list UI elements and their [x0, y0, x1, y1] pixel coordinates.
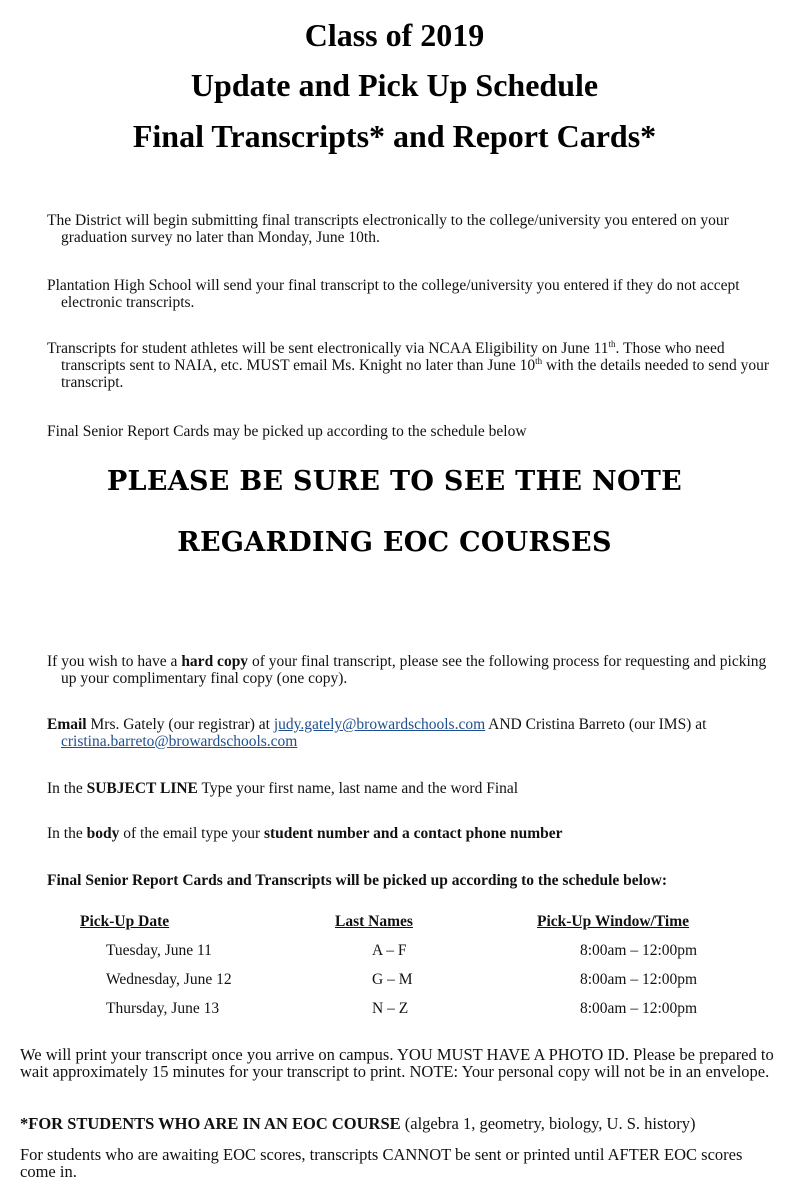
eoc-rest: (algebra 1, geometry, biology, U. S. history) [400, 1114, 696, 1133]
title-update-schedule: Update and Pick Up Schedule [190, 67, 599, 103]
row-2-time: 8:00am – 12:00pm [580, 971, 698, 988]
title-final-transcripts: Final Transcripts* and Report Cards* [132, 118, 657, 154]
body-text-a: In the [47, 825, 87, 842]
subject-text-b: Type your first name, last name and the word Final [197, 780, 519, 797]
email-text-a: Mrs. Gately (our registrar) at [86, 716, 274, 733]
paragraph-district-submission: The District will begin submitting final transcripts electronically to the college/university you entered on your graduation survey no later than Monday, June 10th. [47, 212, 729, 246]
schedule-heading: Final Senior Report Cards and Transcripts will be picked up according to the schedule below: [47, 872, 668, 889]
hardcopy-text-a: If you wish to have a [47, 653, 182, 670]
athletes-text-a: Transcripts for student athletes will be sent electronically via NCAA Eligibility on June 11 [47, 340, 609, 357]
title-class-of-2019: Class of 2019 [304, 17, 485, 53]
body-bold-1: body [86, 825, 120, 842]
paragraph-plantation-send: Plantation High School will send your final transcript to the college/university you entered if they do not accept electronic transcripts. [47, 277, 740, 311]
paragraph-student-athletes [47, 340, 781, 391]
paragraph-eoc-course [20, 1115, 775, 1132]
link-judy-gately-email[interactable]: judy.gately@browardschools.com [273, 716, 486, 733]
hardcopy-text-b: of your final transcript, please see the following process for requesting and picking up your complimentary final copy (one copy). [61, 653, 767, 687]
warning-line-1: PLEASE BE SURE TO SEE THE NOTE [106, 466, 683, 497]
athletes-sup-2: th [535, 355, 543, 366]
subject-bold: SUBJECT LINE [86, 780, 198, 797]
row-1-names: A – F [372, 942, 407, 959]
paragraph-report-cards: Final Senior Report Cards may be picked up according to the schedule below [47, 423, 527, 440]
eoc-bold: *FOR STUDENTS WHO ARE IN AN EOC COURSE [20, 1114, 401, 1133]
warning-line-2: REGARDING EOC COURSES [177, 527, 612, 558]
hardcopy-bold: hard copy [181, 653, 249, 670]
row-2-date: Wednesday, June 12 [106, 971, 232, 988]
row-3-names: N – Z [372, 1000, 409, 1017]
body-bold-2: student number and a contact phone number [263, 825, 563, 842]
column-last-names: Last Names [335, 913, 413, 930]
column-pickup-date: Pick-Up Date [80, 913, 170, 930]
link-cristina-barreto-email[interactable]: cristina.barreto@browardschools.com [61, 733, 298, 750]
row-2-names: G – M [372, 971, 413, 988]
athletes-text-c: with the details needed to send your transcript. [61, 357, 769, 391]
row-1-time: 8:00am – 12:00pm [580, 942, 698, 959]
paragraph-eoc-scores: For students who are awaiting EOC scores, transcripts CANNOT be sent or printed until AFTER EOC scores come in. [20, 1145, 743, 1181]
row-1-date: Tuesday, June 11 [106, 942, 212, 959]
paragraph-email-instructions [47, 716, 781, 750]
paragraph-subject-line [47, 780, 767, 797]
subject-text-a: In the [47, 780, 87, 797]
row-3-time: 8:00am – 12:00pm [580, 1000, 698, 1017]
email-text-b: AND Cristina Barreto (our IMS) at [485, 716, 707, 733]
column-pickup-window: Pick-Up Window/Time [537, 913, 690, 930]
paragraph-hard-copy [47, 653, 781, 687]
paragraph-email-body [47, 825, 767, 842]
paragraph-photo-id: We will print your transcript once you arrive on campus. YOU MUST HAVE A PHOTO ID. Please be prepared to wait approximately 15 minutes for your transcript to print. NOTE: Your personal copy will not be in an envelope. [20, 1045, 774, 1081]
row-3-date: Thursday, June 13 [106, 1000, 220, 1017]
body-text-b: of the email type your [119, 825, 264, 842]
email-bold: Email [47, 716, 87, 733]
athletes-sup-1: th [608, 338, 616, 349]
athletes-text-b: . Those who need transcripts sent to NAIA, etc. MUST email Ms. Knight no later than June 10 [61, 340, 725, 374]
